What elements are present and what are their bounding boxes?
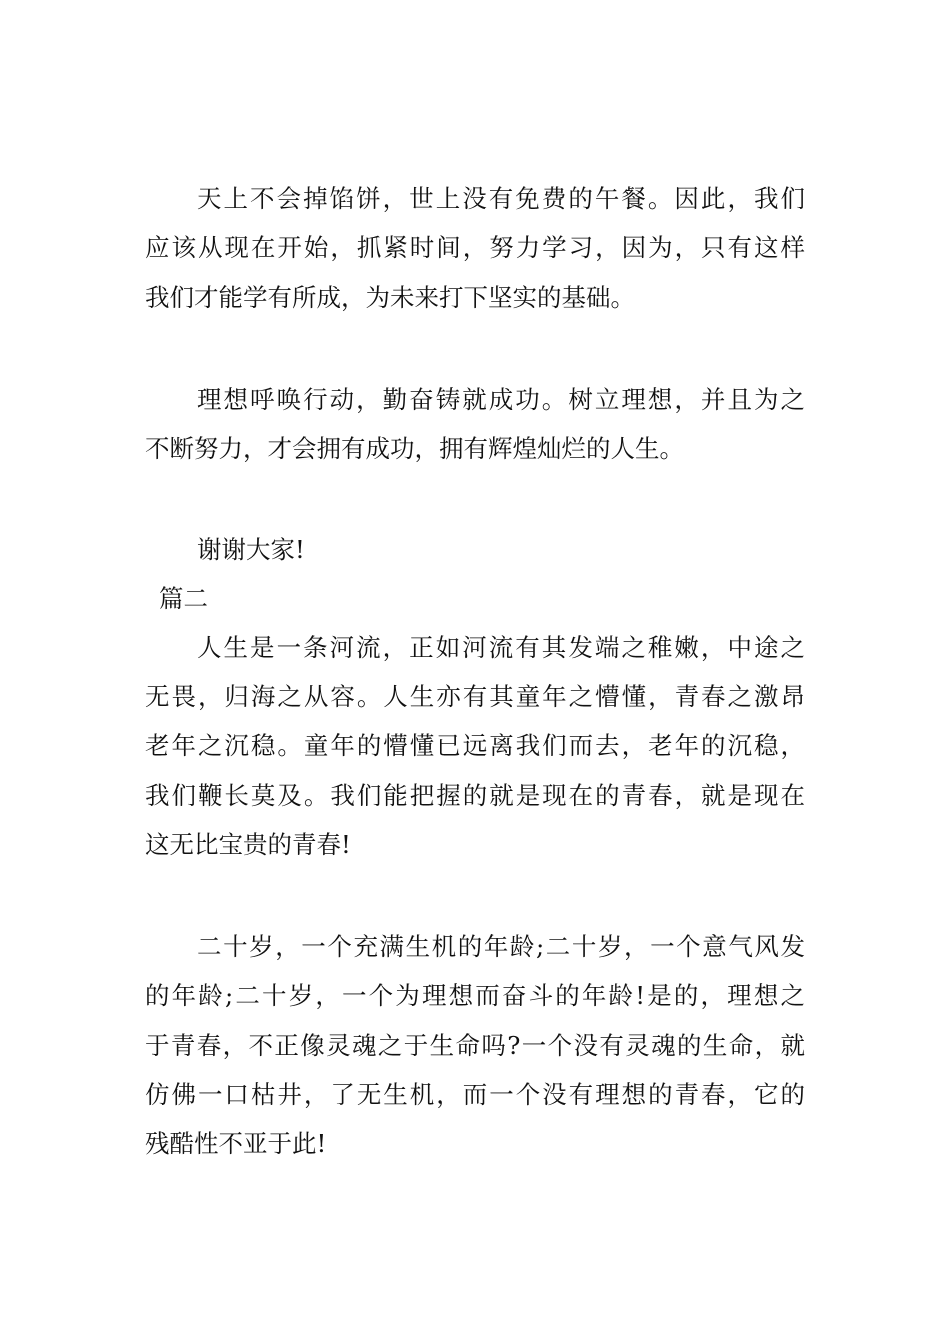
paragraph-2-line-2: 不断努力，才会拥有成功，拥有辉煌灿烂的人生。 [145,434,684,463]
paragraph-4-line-5: 这无比宝贵的青春! [145,830,351,859]
paragraph-5-line-4: 仿佛一口枯井，了无生机，而一个没有理想的青春，它的 [145,1080,805,1109]
paragraph-4-line-3: 老年之沉稳。童年的懵懂已远离我们而去，老年的沉稳， [145,731,805,760]
paragraph-2-line-1: 理想呼唤行动，勤奋铸就成功。树立理想，并且为之 [197,385,805,414]
paragraph-5-line-2: 的年龄;二十岁，一个为理想而奋斗的年龄!是的，理想之 [145,981,805,1010]
paragraph-1-line-3: 我们才能学有所成，为未来打下坚实的基础。 [145,283,635,312]
paragraph-1-line-1: 天上不会掉馅饼，世上没有免费的午餐。因此，我们 [197,184,805,213]
paragraph-5-line-1: 二十岁，一个充满生机的年龄;二十岁，一个意气风发 [197,932,805,961]
paragraph-4-line-4: 我们鞭长莫及。我们能把握的就是现在的青春，就是现在 [145,781,805,810]
closing-thanks: 谢谢大家! [197,535,305,564]
paragraph-5-line-5: 残酷性不亚于此! [145,1129,327,1158]
section-heading: 篇二 [159,584,208,613]
paragraph-1-line-2: 应该从现在开始，抓紧时间，努力学习，因为，只有这样 [145,233,805,262]
paragraph-4-line-2: 无畏，归海之从容。人生亦有其童年之懵懂，青春之激昂 [145,682,805,711]
paragraph-4-line-1: 人生是一条河流，正如河流有其发端之稚嫩，中途之 [197,633,805,662]
paragraph-5-line-3: 于青春，不正像灵魂之于生命吗?一个没有灵魂的生命，就 [145,1031,805,1060]
